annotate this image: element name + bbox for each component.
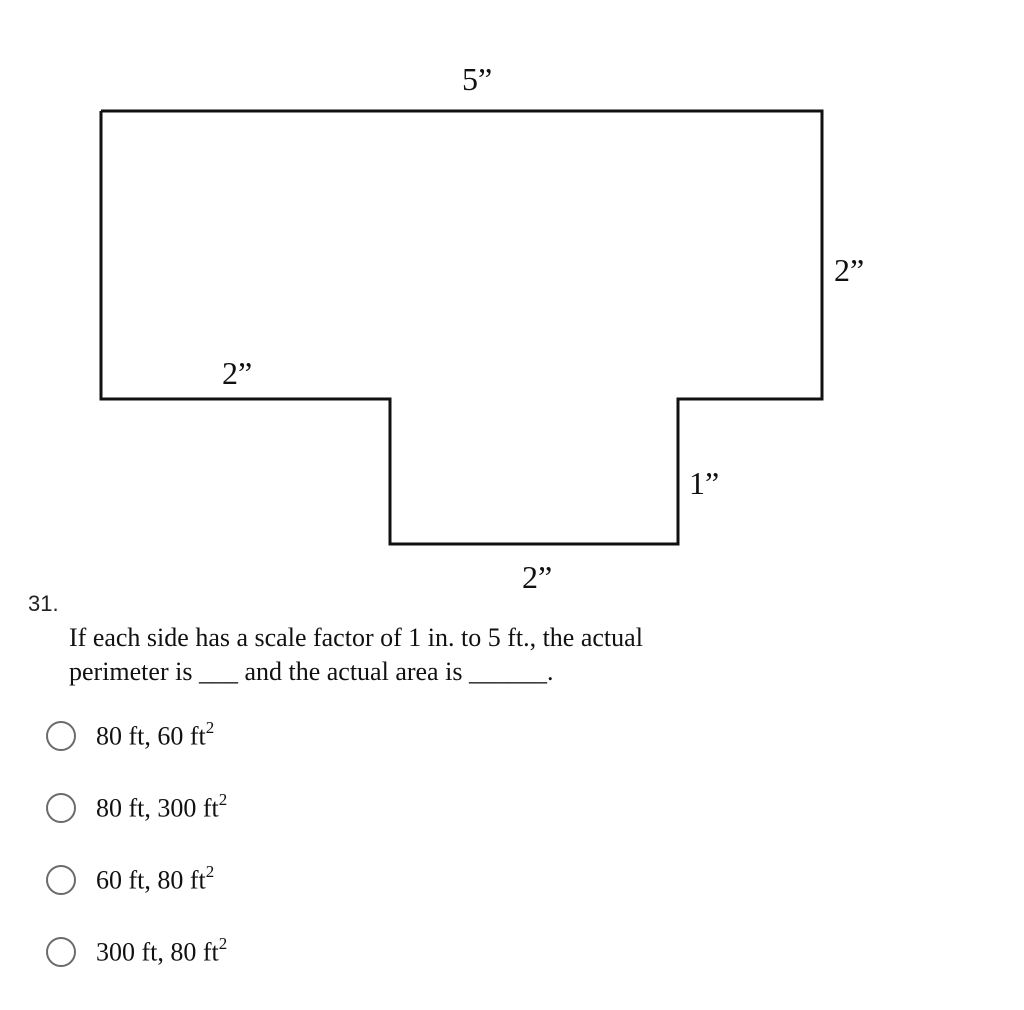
choice-label: 300 ft, 80 $ft^2$ — [96, 934, 228, 967]
notch-side-label: 1” — [689, 465, 720, 501]
question-prompt — [69, 621, 829, 689]
choice-4[interactable] — [46, 928, 227, 976]
question-number: 31. — [28, 591, 59, 616]
choice-label: 80 ft, 300 $ft^2$ — [96, 790, 228, 823]
choice-1[interactable] — [46, 712, 227, 760]
answer-choices — [46, 712, 227, 1000]
bottom-side-label: 2” — [522, 559, 553, 595]
choice-2[interactable] — [46, 784, 227, 832]
radio-button-icon[interactable] — [46, 721, 76, 751]
top-side-label: 5” — [462, 61, 493, 97]
choice-label: 80 ft, 60 $ft^2$ — [96, 718, 215, 751]
left-step-label: 2” — [222, 355, 253, 391]
question-line-1: If each side has a scale factor of 1 in. to 5 ft., the actual — [69, 623, 643, 652]
right-side-label: 2” — [834, 252, 865, 288]
radio-button-icon[interactable] — [46, 865, 76, 895]
question-line-2: perimeter is ___ and the actual area is ______. — [69, 657, 554, 686]
choice-3[interactable] — [46, 856, 227, 904]
choice-label: 60 ft, 80 $ft^2$ — [96, 862, 215, 895]
radio-button-icon[interactable] — [46, 793, 76, 823]
radio-button-icon[interactable] — [46, 937, 76, 967]
